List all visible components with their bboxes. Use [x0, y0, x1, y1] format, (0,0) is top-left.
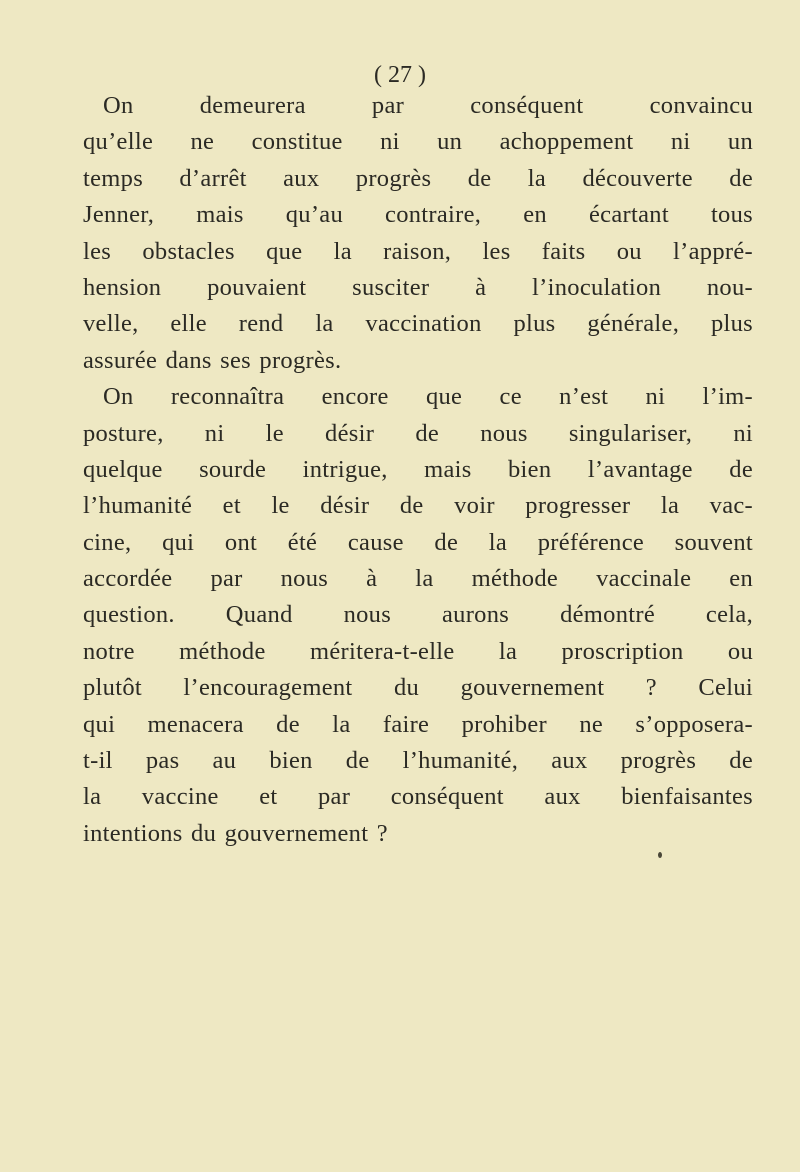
text-line: velle, elle rend la vaccination plus générale, plus [83, 310, 753, 338]
text-line: plutôt l’encouragement du gouvernement ? Celui [83, 674, 753, 702]
text-line: qu’elle ne constitue ni un achoppement ni un [83, 128, 753, 156]
text-line: question. Quand nous aurons démontré cela, [83, 601, 753, 629]
text-line: quelque sourde intrigue, mais bien l’avantage de [83, 455, 753, 483]
text-line: temps d’arrêt aux progrès de la découverte de [83, 164, 753, 192]
text-line: posture, ni le désir de nous singulariser, ni [83, 419, 753, 447]
text-line: l’humanité et le désir de voir progresser la vac- [83, 492, 753, 520]
text-line: hension pouvaient susciter à l’inoculation nou- [83, 273, 753, 301]
text-line: On reconnaîtra encore que ce n’est ni l’im- [103, 383, 753, 411]
text-line: On demeurera par conséquent convaincu [103, 92, 753, 119]
text-line: accordée par nous à la méthode vaccinale en [83, 565, 753, 593]
text-line: les obstacles que la raison, les faits ou l’appré- [83, 237, 753, 265]
text-line: notre méthode méritera-t-elle la proscription ou [83, 637, 753, 665]
text-line: la vaccine et par conséquent aux bienfaisantes [83, 783, 753, 811]
text-line: Jenner, mais qu’au contraire, en écartant tous [83, 201, 753, 229]
body-text [83, 88, 753, 852]
text-line: assurée dans ses progrès. [83, 346, 342, 374]
text-line: qui menacera de la faire prohiber ne s’opposera- [83, 710, 753, 738]
page-number: ( 27 ) [374, 62, 426, 88]
text-line: intentions du gouvernement ? [83, 819, 388, 847]
text-line: t-il pas au bien de l’humanité, aux progrès de [83, 747, 753, 775]
text-line: cine, qui ont été cause de la préférence souvent [83, 528, 753, 556]
ink-speck [658, 852, 662, 858]
